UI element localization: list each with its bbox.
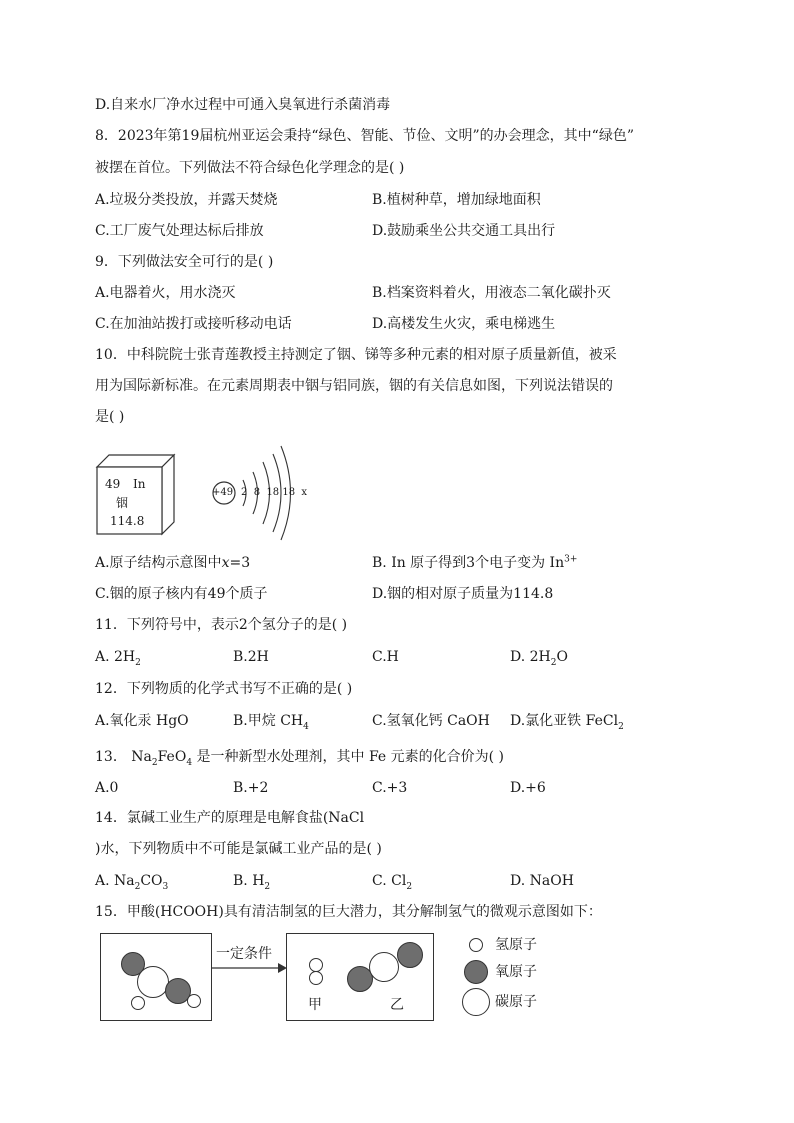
q15-stem: 15．甲酸(HCOOH)具有清洁制氢的巨大潜力，其分解制氢气的微观示意图如下： — [95, 904, 602, 920]
q14-option-a-mid: CO — [140, 873, 163, 889]
q12-option-d-sub: 2 — [618, 721, 624, 732]
q9-option-c[interactable]: C.在加油站拨打或接听移动电话 — [95, 316, 292, 332]
q13-option-a[interactable]: A.0 — [95, 780, 119, 796]
q12-option-b-sub: 4 — [303, 721, 309, 732]
q14-option-a-main: A. Na — [95, 873, 135, 889]
q12-option-d[interactable] — [510, 711, 624, 731]
q9-option-b[interactable]: B.档案资料着火，用液态二氧化碳扑灭 — [372, 285, 611, 301]
q11-option-d-sub: 2 — [550, 657, 557, 668]
oxygen-atom — [397, 942, 423, 968]
element-number: 49 — [105, 477, 121, 491]
q11-option-b[interactable]: B.2H — [233, 649, 269, 665]
atom-shells: 2 8 18 18 x — [241, 487, 308, 498]
q10-stem-line2: 用为国际新标准。在元素周期表中铟与铝同族，铟的有关信息如图，下列说法错误的 — [95, 378, 613, 394]
q11-option-d[interactable] — [510, 647, 568, 667]
q8-option-a[interactable]: A.垃圾分类投放，并露天焚烧 — [95, 192, 278, 208]
reactant-box — [100, 933, 212, 1021]
legend-oxygen-icon — [464, 960, 488, 984]
q10-option-a[interactable] — [95, 553, 250, 573]
legend-hydrogen-label: 氢原子 — [495, 937, 537, 953]
q10-stem-line1: 10．中科院院士张青莲教授主持测定了铟、锑等多种元素的相对原子质量新值，被采 — [95, 347, 617, 363]
q14-stem-line1: 14．氯碱工业生产的原理是电解食盐(NaCl — [95, 810, 365, 826]
hydrogen-atom — [187, 994, 201, 1008]
legend-hydrogen-icon — [469, 938, 483, 952]
atom-nucleus: +49 — [212, 487, 234, 498]
q11-option-a-sub: 2 — [135, 657, 141, 668]
q10-option-d[interactable]: D.铟的相对原子质量为114.8 — [372, 586, 554, 602]
element-symbol: In — [133, 477, 146, 491]
reaction-arrow-icon — [212, 962, 288, 974]
q11-option-a-main: A. 2H — [95, 649, 136, 665]
q9-stem: 9．下列做法安全可行的是( ) — [95, 254, 274, 270]
q14-option-b[interactable] — [233, 871, 270, 891]
q10-option-a-prefix: A.原子结构示意图中 — [95, 555, 222, 571]
q13-option-c[interactable]: C.+3 — [372, 780, 408, 796]
q13-stem-suffix: 是一种新型水处理剂，其中 Fe 元素的化合价为( ) — [192, 749, 505, 765]
q14-option-d[interactable]: D. NaOH — [510, 873, 574, 889]
q8-option-d[interactable]: D.鼓励乘坐公共交通工具出行 — [372, 223, 556, 239]
hydrogen-atom — [309, 971, 323, 985]
q12-option-a[interactable]: A.氧化汞 HgO — [95, 713, 189, 729]
q11-option-d-main: D. 2H — [510, 649, 551, 665]
arrow-label: 一定条件 — [216, 946, 272, 962]
q14-option-c-main: C. Cl — [372, 873, 407, 889]
q13-option-b[interactable]: B.+2 — [233, 780, 269, 796]
q14-option-b-main: B. H — [233, 873, 265, 889]
carbon-atom — [369, 952, 399, 982]
hydrogen-atom — [131, 996, 145, 1010]
q10-option-c[interactable]: C.铟的原子核内有49个质子 — [95, 586, 268, 602]
q10-option-b-sup: 3+ — [564, 554, 578, 565]
q13-mid: FeO — [157, 749, 187, 765]
q8-stem-line1: 8．2023年第19届杭州亚运会秉持“绿色、智能、节俭、文明”的办会理念，其中“绿色” — [95, 128, 634, 144]
product-b-label: 乙 — [390, 997, 404, 1013]
q10-option-b-prefix: B. In 原子得到3个电子变为 In — [372, 555, 565, 571]
element-name: 铟 — [116, 496, 129, 510]
q8-stem-line2: 被摆在首位。下列做法不符合绿色化学理念的是( ) — [95, 160, 405, 176]
q14-option-c-sub: 2 — [406, 881, 413, 892]
q13-stem — [95, 747, 504, 767]
q14-option-c[interactable] — [372, 871, 412, 891]
q10-option-a-suffix: =3 — [229, 555, 251, 571]
q9-option-a[interactable]: A.电器着火，用水浇灭 — [95, 285, 236, 301]
q10-stem-line3: 是( ) — [95, 409, 125, 425]
q9-option-d[interactable]: D.高楼发生火灾，乘电梯逃生 — [372, 316, 556, 332]
q14-option-a[interactable] — [95, 871, 168, 891]
q13-option-d[interactable]: D.+6 — [510, 780, 546, 796]
product-a-label: 甲 — [308, 997, 322, 1013]
q13-sub2: 4 — [186, 757, 193, 768]
q11-option-d-tail: O — [556, 649, 568, 665]
q12-option-c[interactable]: C.氢氧化钙 CaOH — [372, 713, 490, 729]
q13-sub1: 2 — [151, 757, 158, 768]
q11-stem: 11．下列符号中，表示2个氢分子的是( ) — [95, 617, 348, 633]
q8-option-c[interactable]: C.工厂废气处理达标后排放 — [95, 223, 264, 239]
q14-option-b-sub: 2 — [264, 881, 271, 892]
q12-option-d-main: D.氯化亚铁 FeCl — [510, 713, 619, 729]
legend-oxygen-label: 氧原子 — [495, 964, 537, 980]
q7-option-d: D.自来水厂净水过程中可通入臭氧进行杀菌消毒 — [95, 97, 391, 113]
q14-option-a-sub2: 3 — [162, 881, 169, 892]
q12-option-b-main: B.甲烷 CH — [233, 713, 304, 729]
q12-option-b[interactable] — [233, 711, 309, 731]
q11-option-a[interactable] — [95, 647, 141, 667]
legend-carbon-icon — [462, 988, 490, 1016]
q10-option-a-var: x — [221, 555, 230, 571]
legend-carbon-label: 碳原子 — [495, 994, 537, 1010]
hydrogen-atom — [309, 958, 323, 972]
q12-stem: 12．下列物质的化学式书写不正确的是( ) — [95, 681, 353, 697]
q14-stem-line2: )水，下列物质中不可能是氯碱工业产品的是( ) — [95, 841, 382, 857]
q14-option-a-sub: 2 — [134, 881, 141, 892]
q8-option-b[interactable]: B.植树种草，增加绿地面积 — [372, 192, 541, 208]
q10-option-b[interactable] — [372, 553, 577, 573]
element-mass: 114.8 — [110, 514, 145, 528]
q13-stem-prefix: 13． Na — [95, 749, 152, 765]
q11-option-c[interactable]: C.H — [372, 649, 399, 665]
